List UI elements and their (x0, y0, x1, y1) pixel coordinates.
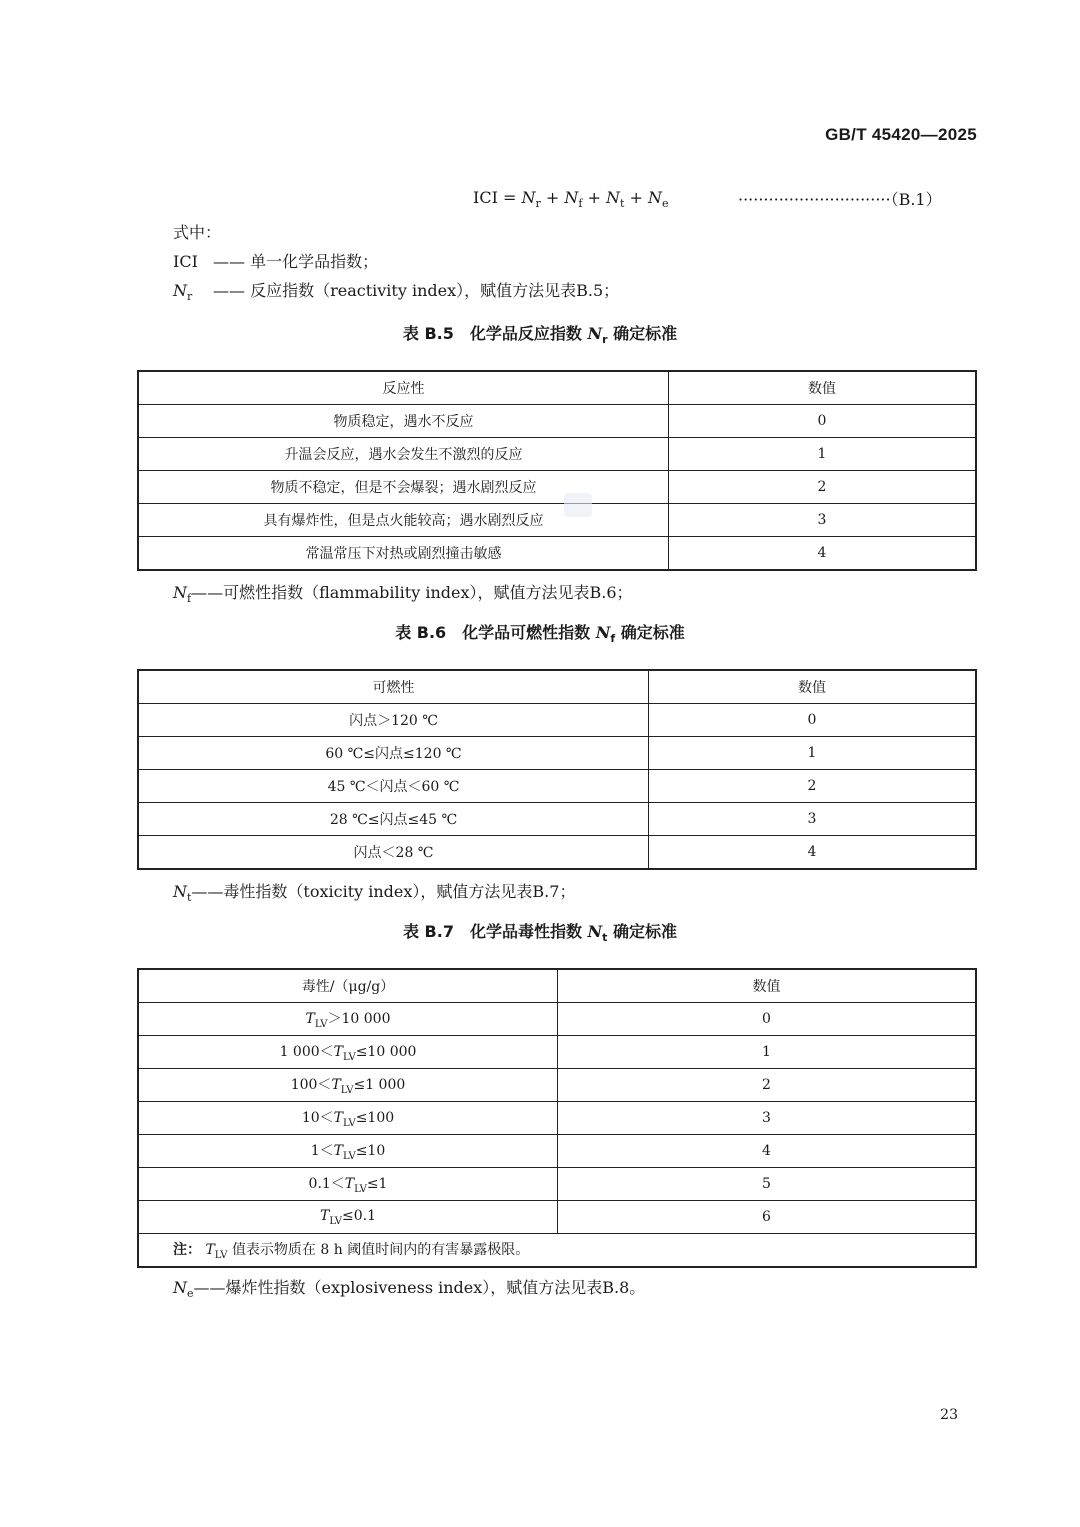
equation-number: ······························（B.1） (738, 190, 942, 209)
table-cell: 物质不稳定，但是不会爆裂；遇水剧烈反应 (138, 471, 669, 504)
table-header-row (138, 670, 976, 704)
table-cell: $10<T_{LV}\le 100$ (138, 1102, 558, 1135)
header-toxicity: 毒性/（μg/g） (138, 969, 558, 1003)
header-reactivity: 反应性 (138, 371, 669, 405)
table-cell: 1 (669, 438, 977, 471)
table-b6 (137, 669, 977, 870)
table-note: 注： $T_{LV}$ 值表示物质在 8 h 阈值时间内的有害暴露极限。 (138, 1234, 976, 1268)
table-cell: 闪点＞120 ℃ (138, 704, 649, 737)
table-b7 (137, 968, 977, 1268)
table-cell: 物质稳定，遇水不反应 (138, 405, 669, 438)
table-cell: 2 (558, 1069, 977, 1102)
table-cell: 1 (558, 1036, 977, 1069)
table-cell: $100<T_{LV}\le 1$ 000 (138, 1069, 558, 1102)
table-note-row (138, 1234, 976, 1268)
table-cell: 0 (558, 1003, 977, 1036)
table-row (138, 803, 976, 836)
table-row (138, 1168, 976, 1201)
table-cell: 2 (649, 770, 977, 803)
definition-nf: $N_f——$可燃性指数（flammability index），赋值方法见表B.6； (173, 583, 633, 606)
table-cell: $T_{LV}>10$ 000 (138, 1003, 558, 1036)
table-cell: 常温常压下对热或剧烈撞击敏感 (138, 537, 669, 571)
table-row (138, 770, 976, 803)
table-cell: 28 ℃≤闪点≤45 ℃ (138, 803, 649, 836)
table-cell: 1 $000<T_{LV}\le 10$ 000 (138, 1036, 558, 1069)
table-cell: 0 (669, 405, 977, 438)
table-row (138, 1069, 976, 1102)
definition-ici: ICI —— 单一化学品指数； (173, 252, 379, 271)
header-value: 数值 (558, 969, 977, 1003)
table-cell: 2 (669, 471, 977, 504)
table-header-row (138, 969, 976, 1003)
table-cell: 3 (558, 1102, 977, 1135)
table-cell: 5 (558, 1168, 977, 1201)
standard-code: GB/T 45420—2025 (825, 125, 977, 144)
table-row (138, 405, 976, 438)
table-cell: 闪点＜28 ℃ (138, 836, 649, 870)
page-number: 23 (940, 1407, 958, 1423)
table-row (138, 537, 976, 571)
table-row (138, 504, 976, 537)
table-b7-title: 表 B.7 化学品毒性指数 $N_t$ 确定标准 (402, 922, 678, 945)
definition-nr: $N_r$ —— 反应指数（reactivity index），赋值方法见表B.5； (173, 281, 620, 304)
definition-nt: $N_t——$毒性指数（toxicity index），赋值方法见表B.7； (173, 882, 576, 905)
table-b5-title: 表 B.5 化学品反应指数 $N_r$ 确定标准 (402, 324, 678, 347)
table-cell: 45 ℃＜闪点＜60 ℃ (138, 770, 649, 803)
table-cell: 4 (558, 1135, 977, 1168)
table-row (138, 1102, 976, 1135)
table-row (138, 471, 976, 504)
table-header-row (138, 371, 976, 405)
formula-b1: ICI = $N_r + N_f + N_t + N_e$ (473, 188, 669, 211)
table-cell: $T_{LV}\le 0.1$ (138, 1201, 558, 1234)
header-value: 数值 (649, 670, 977, 704)
table-row (138, 1201, 976, 1234)
table-cell: 6 (558, 1201, 977, 1234)
table-cell: $1<T_{LV}\le 10$ (138, 1135, 558, 1168)
table-cell: 60 ℃≤闪点≤120 ℃ (138, 737, 649, 770)
table-cell: 4 (649, 836, 977, 870)
table-row (138, 737, 976, 770)
table-cell: 1 (649, 737, 977, 770)
formula-lhs: ICI (473, 188, 498, 207)
table-cell: 3 (669, 504, 977, 537)
table-cell: 具有爆炸性，但是点火能较高；遇水剧烈反应 (138, 504, 669, 537)
table-row (138, 1003, 976, 1036)
header-flammability: 可燃性 (138, 670, 649, 704)
header-value: 数值 (669, 371, 977, 405)
watermark-logo (564, 493, 592, 517)
table-cell: 4 (669, 537, 977, 571)
table-cell: 0 (649, 704, 977, 737)
where-label: 式中： (173, 223, 222, 242)
table-b6-title: 表 B.6 化学品可燃性指数 $N_f$ 确定标准 (395, 623, 685, 646)
table-b5 (137, 370, 977, 571)
table-row (138, 438, 976, 471)
definition-ne: $N_e——$爆炸性指数（explosiveness index），赋值方法见表B.8。 (173, 1278, 646, 1301)
table-cell: $0.1<T_{LV}\le 1$ (138, 1168, 558, 1201)
table-row (138, 1135, 976, 1168)
table-row (138, 1036, 976, 1069)
table-cell: 3 (649, 803, 977, 836)
table-row (138, 836, 976, 870)
table-cell: 升温会反应，遇水会发生不激烈的反应 (138, 438, 669, 471)
table-row (138, 704, 976, 737)
